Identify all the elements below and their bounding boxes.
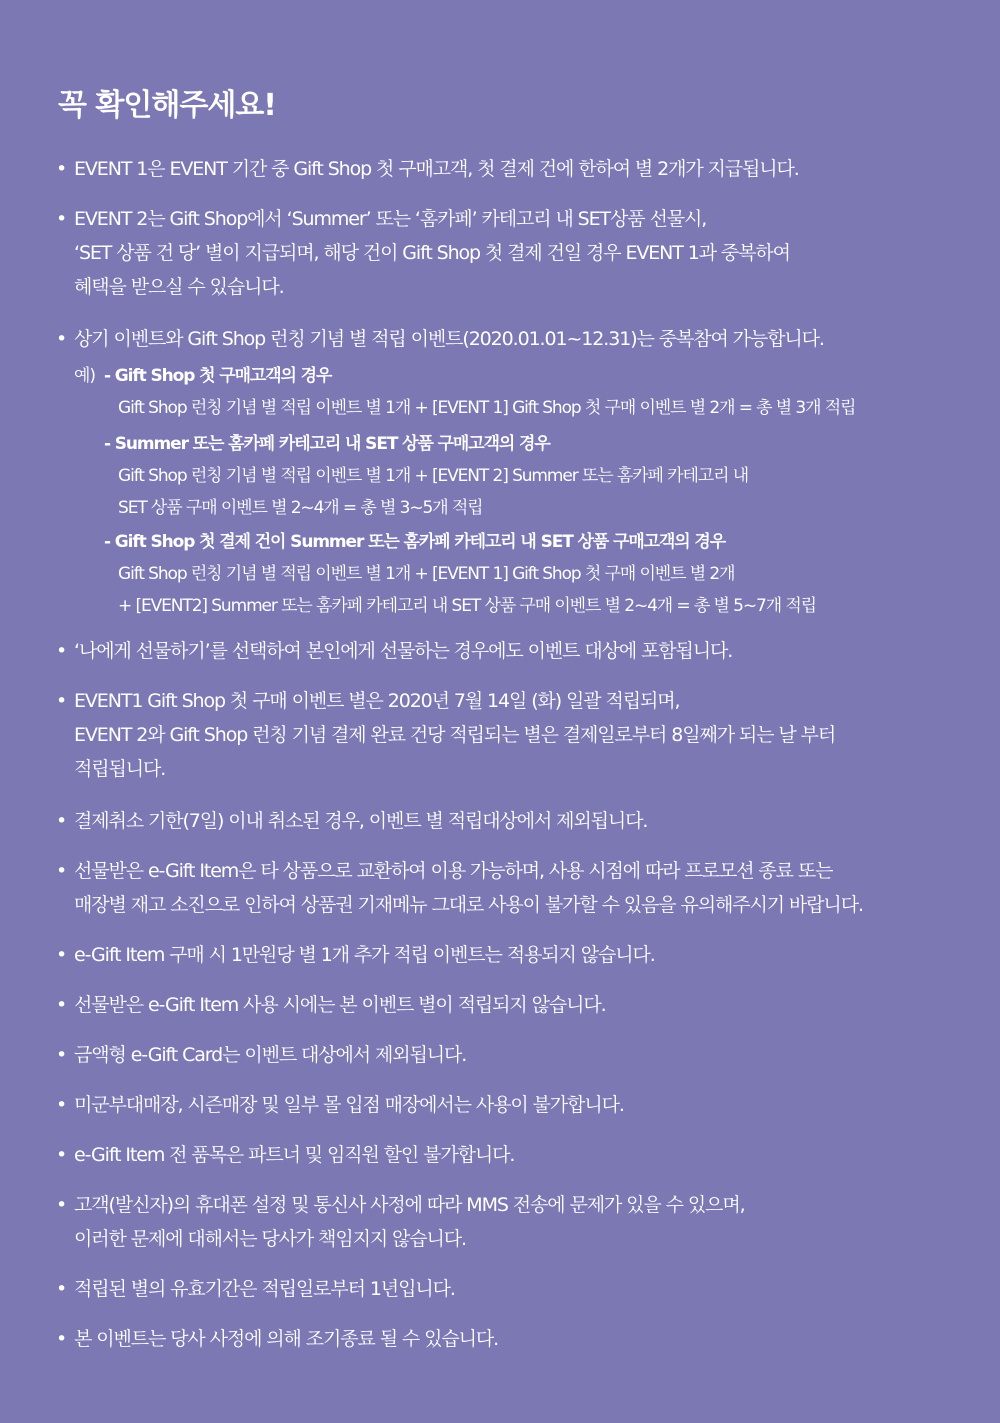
- notice-item-1: [56, 152, 956, 186]
- bullet-icon: •: [56, 328, 67, 350]
- example-case-1: [104, 360, 964, 424]
- example-case-heading: - Summer 또는 홈카페 카테고리 내 SET 상품 구매고객의 경우: [104, 434, 550, 454]
- example-case-body: Gift Shop 런칭 기념 별 적립 이벤트 별 1개 + [EVENT 1] Gift Shop 첫 구매 이벤트 별 2개 + [EVENT2] Summer 또는 홈카페 카테고리 내 SET 상품 구매 이벤트 별 2~4개 = 총 별 5~7개 적립: [118, 564, 816, 616]
- example-prefix-label: 예): [74, 366, 95, 386]
- bullet-icon: •: [56, 1194, 67, 1216]
- notice-item-7: [56, 854, 956, 922]
- notice-item-text: 결제취소 기한(7일) 이내 취소된 경우, 이벤트 별 적립대상에서 제외됩니다.: [74, 810, 648, 832]
- notice-item-13: [56, 1188, 956, 1256]
- notice-item-text: 선물받은 e-Gift Item 사용 시에는 본 이벤트 별이 적립되지 않습니다.: [74, 994, 606, 1016]
- example-case-3: [104, 526, 964, 622]
- bullet-icon: •: [56, 1328, 67, 1350]
- bullet-icon: •: [56, 994, 67, 1016]
- notice-item-12: [56, 1138, 956, 1172]
- bullet-icon: •: [56, 810, 67, 832]
- notice-item-text: 금액형 e-Gift Card는 이벤트 대상에서 제외됩니다.: [74, 1044, 467, 1066]
- bullet-icon: •: [56, 944, 67, 966]
- notice-item-5: [56, 684, 956, 786]
- bullet-icon: •: [56, 158, 67, 180]
- notice-title: 꼭 확인해주세요!: [58, 88, 276, 123]
- notice-item-10: [56, 1038, 956, 1072]
- example-case-2: [104, 428, 964, 524]
- notice-item-3: [56, 322, 956, 356]
- bullet-icon: •: [56, 640, 67, 662]
- bullet-icon: •: [56, 1144, 67, 1166]
- notice-item-text: 상기 이벤트와 Gift Shop 런칭 기념 별 적립 이벤트(2020.01.01~12.31)는 중복참여 가능합니다.: [74, 328, 824, 350]
- notice-item-text: e-Gift Item 전 품목은 파트너 및 임직원 할인 불가합니다.: [74, 1144, 515, 1166]
- notice-item-text: 선물받은 e-Gift Item은 타 상품으로 교환하여 이용 가능하며, 사용 시점에 따라 프로모션 종료 또는 매장별 재고 소진으로 인하여 상품권 기재메뉴 그대로 사용이 불가할 수 있음을 유의해주시기 바랍니다.: [74, 860, 863, 916]
- example-case-heading: - Gift Shop 첫 결제 건이 Summer 또는 홈카페 카테고리 내 SET 상품 구매고객의 경우: [104, 532, 726, 552]
- bullet-icon: •: [56, 690, 67, 712]
- bullet-icon: •: [56, 1044, 67, 1066]
- notice-item-2: [56, 202, 956, 304]
- notice-item-text: EVENT 1은 EVENT 기간 중 Gift Shop 첫 구매고객, 첫 결제 건에 한하여 별 2개가 지급됩니다.: [74, 158, 799, 180]
- example-case-body: Gift Shop 런칭 기념 별 적립 이벤트 별 1개 + [EVENT 1] Gift Shop 첫 구매 이벤트 별 2개 = 총 별 3개 적립: [118, 398, 856, 418]
- example-prefix: [74, 360, 95, 392]
- notice-item-text: EVENT 2는 Gift Shop에서 ‘Summer’ 또는 ‘홈카페’ 카테고리 내 SET상품 선물시, ‘SET 상품 건 당’ 별이 지급되며, 해당 건이 Gift Shop 첫 결제 건일 경우 EVENT 1과 중복하여 혜택을 받으실 수 있습니다.: [74, 208, 790, 298]
- notice-item-text: 미군부대매장, 시즌매장 및 일부 몰 입점 매장에서는 사용이 불가합니다.: [74, 1094, 624, 1116]
- bullet-icon: •: [56, 860, 67, 882]
- bullet-icon: •: [56, 1094, 67, 1116]
- example-case-heading: - Gift Shop 첫 구매고객의 경우: [104, 366, 332, 386]
- notice-item-text: e-Gift Item 구매 시 1만원당 별 1개 추가 적립 이벤트는 적용되지 않습니다.: [74, 944, 655, 966]
- notice-item-14: [56, 1272, 956, 1306]
- notice-item-text: EVENT1 Gift Shop 첫 구매 이벤트 별은 2020년 7월 14일 (화) 일괄 적립되며, EVENT 2와 Gift Shop 런칭 기념 결제 완료 건당 적립되는 별은 결제일로부터 8일째가 되는 날 부터 적립됩니다.: [74, 690, 836, 780]
- notice-item-11: [56, 1088, 956, 1122]
- bullet-icon: •: [56, 208, 67, 230]
- notice-item-15: [56, 1322, 956, 1356]
- notice-item-4: [56, 634, 956, 668]
- notice-item-text: 적립된 별의 유효기간은 적립일로부터 1년입니다.: [74, 1278, 455, 1300]
- notice-item-9: [56, 988, 956, 1022]
- notice-item-text: ‘나에게 선물하기’를 선택하여 본인에게 선물하는 경우에도 이벤트 대상에 포함됩니다.: [74, 640, 733, 662]
- notice-item-8: [56, 938, 956, 972]
- notice-item-text: 고객(발신자)의 휴대폰 설정 및 통신사 사정에 따라 MMS 전송에 문제가 있을 수 있으며, 이러한 문제에 대해서는 당사가 책임지지 않습니다.: [74, 1194, 745, 1250]
- notice-item-6: [56, 804, 956, 838]
- notice-item-text: 본 이벤트는 당사 사정에 의해 조기종료 될 수 있습니다.: [74, 1328, 499, 1350]
- example-case-body: Gift Shop 런칭 기념 별 적립 이벤트 별 1개 + [EVENT 2] Summer 또는 홈카페 카테고리 내 SET 상품 구매 이벤트 별 2~4개 = 총 별 3~5개 적립: [118, 466, 749, 518]
- bullet-icon: •: [56, 1278, 67, 1300]
